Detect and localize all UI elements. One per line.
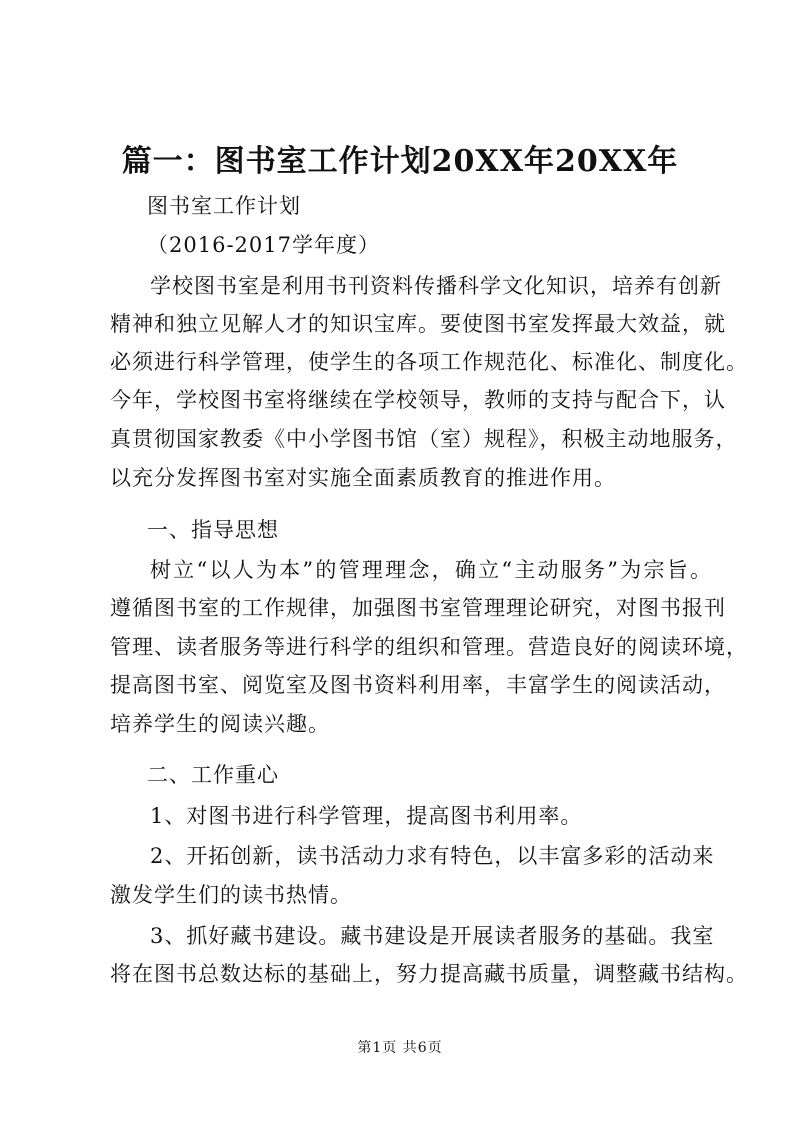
section-heading: 二、工作重心 bbox=[147, 763, 279, 787]
document-title: 篇一：图书室工作计划20XX年20XX年 bbox=[121, 144, 679, 179]
intro-line: 以充分发挥图书室对实施全面素质教育的推进作用。 bbox=[110, 466, 616, 490]
list-item-continuation: 将在图书总数达标的基础上，努力提高藏书质量，调整藏书结构。 bbox=[110, 962, 748, 986]
section-heading: 一、指导思想 bbox=[147, 518, 279, 542]
list-item: 1、对图书进行科学管理，提高图书利用率。 bbox=[150, 804, 583, 828]
section1-line: 管理、读者服务等进行科学的组织和管理。营造良好的阅读环境， bbox=[110, 635, 748, 659]
section1-line: 提高图书室、阅览室及图书资料利用率，丰富学生的阅读活动， bbox=[110, 673, 726, 697]
list-item: 2、开拓创新，读书活动力求有特色，以丰富多彩的活动来 bbox=[150, 844, 715, 868]
intro-line: 今年，学校图书室将继续在学校领导，教师的支持与配合下，认 bbox=[110, 388, 726, 412]
intro-line: 真贯彻国家教委《中小学图书馆（室）规程》，积极主动地服务， bbox=[110, 427, 738, 451]
document-subtitle: 图书室工作计划 bbox=[147, 194, 301, 218]
intro-line: 必须进行科学管理，使学生的各项工作规范化、标准化、制度化。 bbox=[110, 350, 748, 374]
section1-line: 树立“以人为本”的管理理念，确立“主动服务”为宗旨。 bbox=[150, 558, 712, 582]
intro-line: 学校图书室是利用书刊资料传播科学文化知识，培养有创新 bbox=[150, 274, 722, 298]
page-indicator: 第1页 共6页 bbox=[357, 1040, 443, 1056]
intro-line: 精神和独立见解人才的知识宝库。要使图书室发挥最大效益，就 bbox=[110, 312, 726, 336]
section1-line: 培养学生的阅读兴趣。 bbox=[110, 712, 330, 736]
list-item: 3、抓好藏书建设。藏书建设是开展读者服务的基础。我室 bbox=[150, 924, 715, 948]
list-item-continuation: 激发学生们的读书热情。 bbox=[110, 883, 352, 907]
section1-line: 遵循图书室的工作规律，加强图书室管理理论研究，对图书报刊 bbox=[110, 596, 726, 620]
school-year: （2016-2017学年度） bbox=[147, 233, 380, 257]
